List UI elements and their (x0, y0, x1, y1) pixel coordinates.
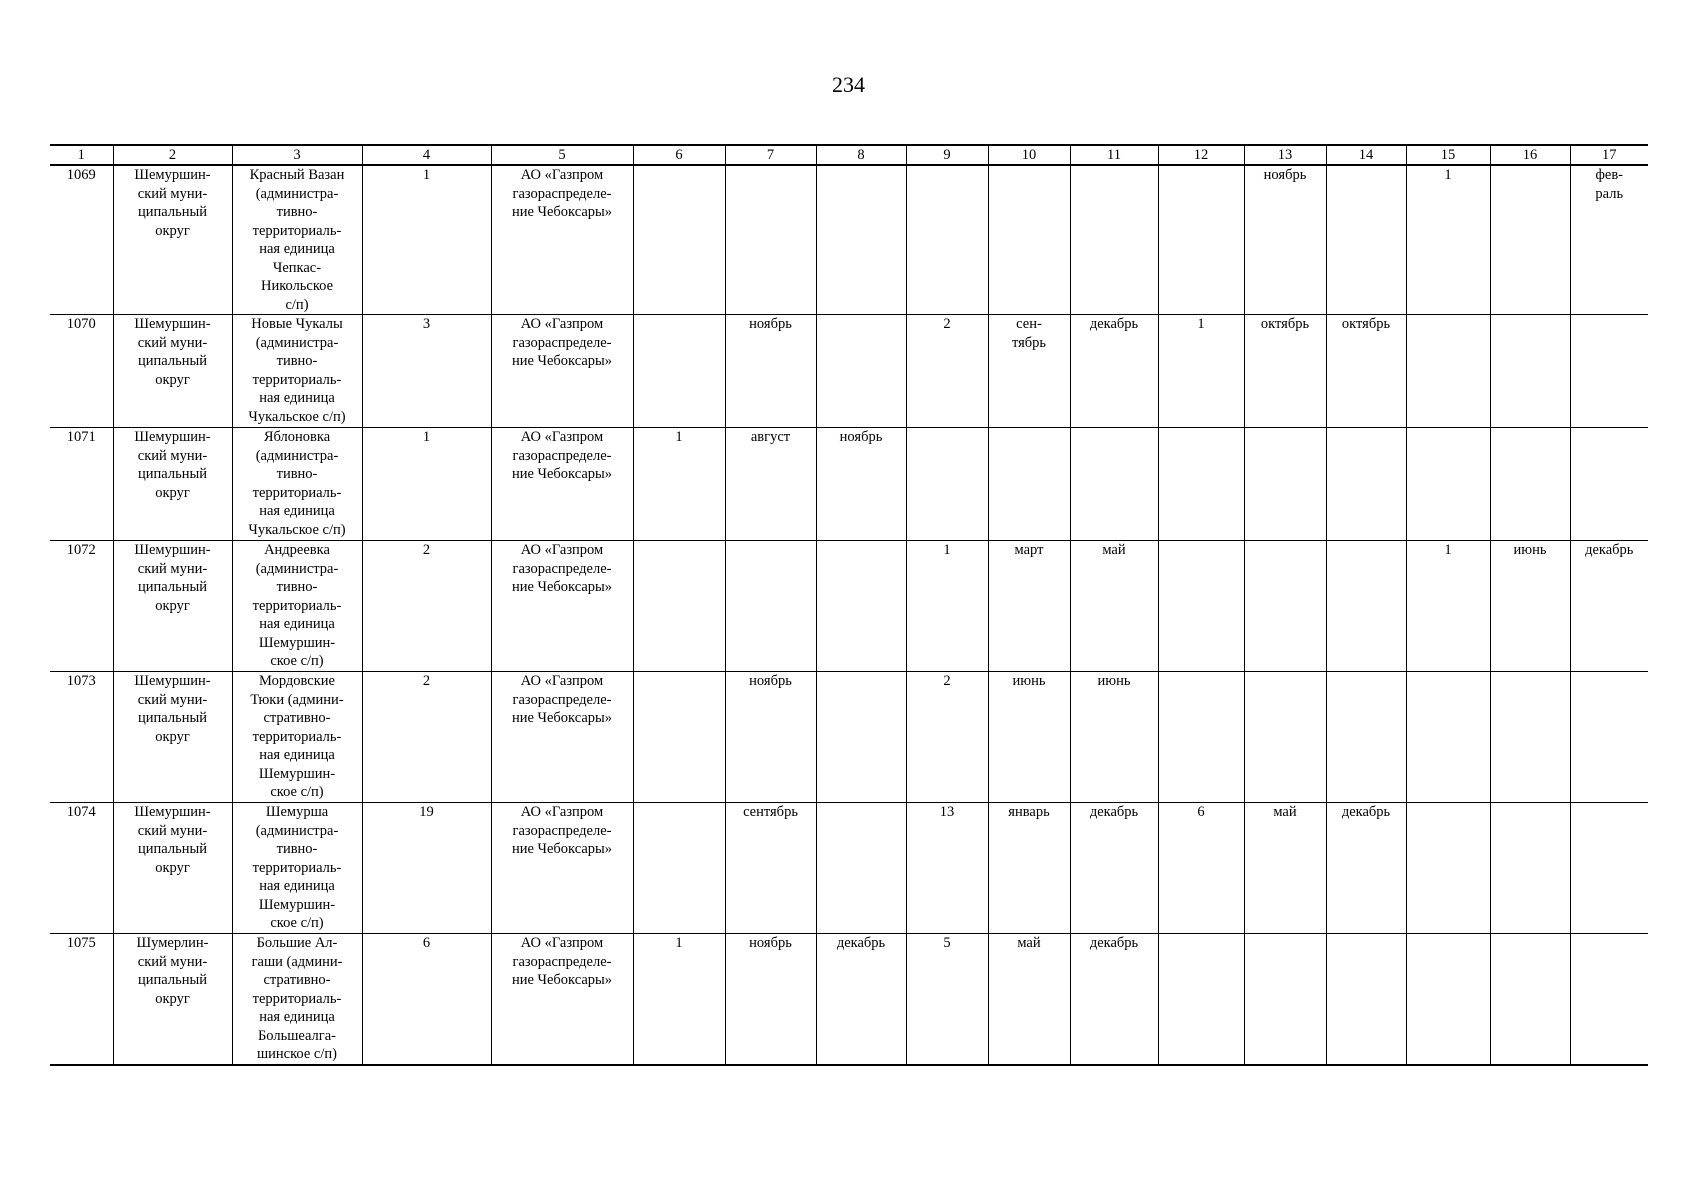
cell-col-3: Яблоновка (администра- тивно- территориаль- ная единица Чукальское с/п) (232, 428, 362, 541)
cell-col-12 (1158, 165, 1244, 315)
cell-col-7: ноябрь (725, 315, 816, 428)
cell-col-5: АО «Газпром газораспределе- ние Чебоксары» (491, 541, 633, 672)
cell-col-5: АО «Газпром газораспределе- ние Чебоксары» (491, 428, 633, 541)
cell-col-12 (1158, 934, 1244, 1065)
cell-col-3: Красный Вазан (администра- тивно- территориаль- ная единица Чепкас- Никольское с/п) (232, 165, 362, 315)
cell-col-17 (1570, 428, 1648, 541)
cell-col-4: 1 (362, 428, 491, 541)
cell-col-6 (633, 803, 725, 934)
cell-col-9: 1 (906, 541, 988, 672)
cell-col-6: 1 (633, 428, 725, 541)
cell-col-15 (1406, 672, 1490, 803)
cell-col-15 (1406, 428, 1490, 541)
cell-col-14 (1326, 672, 1406, 803)
table-row (50, 672, 1648, 803)
cell-col-6 (633, 165, 725, 315)
cell-col-9 (906, 165, 988, 315)
cell-col-4: 6 (362, 934, 491, 1065)
cell-col-6 (633, 315, 725, 428)
column-number-13: 13 (1244, 145, 1326, 165)
cell-col-13 (1244, 428, 1326, 541)
column-number-1: 1 (50, 145, 113, 165)
cell-col-16 (1490, 315, 1570, 428)
cell-col-8 (816, 541, 906, 672)
cell-col-17 (1570, 934, 1648, 1065)
cell-col-12: 1 (1158, 315, 1244, 428)
table-row (50, 315, 1648, 428)
cell-col-11 (1070, 428, 1158, 541)
cell-col-2: Шемуршин- ский муни- ципальный округ (113, 803, 232, 934)
cell-col-9 (906, 428, 988, 541)
cell-col-1: 1073 (50, 672, 113, 803)
column-number-11: 11 (1070, 145, 1158, 165)
cell-col-15: 1 (1406, 541, 1490, 672)
cell-col-4: 2 (362, 541, 491, 672)
table-row (50, 803, 1648, 934)
cell-col-3: Большие Ал- гаши (админи- стративно- территориаль- ная единица Большеалга- шинское с/п) (232, 934, 362, 1065)
cell-col-10 (988, 165, 1070, 315)
cell-col-11: декабрь (1070, 934, 1158, 1065)
cell-col-16 (1490, 672, 1570, 803)
table-row (50, 934, 1648, 1065)
cell-col-1: 1074 (50, 803, 113, 934)
cell-col-10 (988, 428, 1070, 541)
cell-col-12: 6 (1158, 803, 1244, 934)
column-number-14: 14 (1326, 145, 1406, 165)
cell-col-10: май (988, 934, 1070, 1065)
page-number: 234 (832, 72, 865, 97)
cell-col-2: Шемуршин- ский муни- ципальный округ (113, 672, 232, 803)
gasification-schedule-table (50, 144, 1648, 1066)
cell-col-9: 2 (906, 315, 988, 428)
cell-col-5: АО «Газпром газораспределе- ние Чебоксары» (491, 934, 633, 1065)
cell-col-11 (1070, 165, 1158, 315)
cell-col-15: 1 (1406, 165, 1490, 315)
cell-col-11: май (1070, 541, 1158, 672)
cell-col-7 (725, 165, 816, 315)
cell-col-11: декабрь (1070, 803, 1158, 934)
cell-col-14 (1326, 934, 1406, 1065)
cell-col-10: январь (988, 803, 1070, 934)
cell-col-5: АО «Газпром газораспределе- ние Чебоксары» (491, 165, 633, 315)
cell-col-1: 1075 (50, 934, 113, 1065)
cell-col-9: 2 (906, 672, 988, 803)
table-row (50, 428, 1648, 541)
cell-col-16 (1490, 165, 1570, 315)
cell-col-10: июнь (988, 672, 1070, 803)
cell-col-6 (633, 672, 725, 803)
cell-col-3: Новые Чукалы (администра- тивно- территориаль- ная единица Чукальское с/п) (232, 315, 362, 428)
cell-col-1: 1070 (50, 315, 113, 428)
cell-col-17 (1570, 315, 1648, 428)
cell-col-7 (725, 541, 816, 672)
cell-col-10: март (988, 541, 1070, 672)
cell-col-13 (1244, 934, 1326, 1065)
cell-col-7: август (725, 428, 816, 541)
cell-col-1: 1072 (50, 541, 113, 672)
cell-col-16 (1490, 803, 1570, 934)
cell-col-6: 1 (633, 934, 725, 1065)
cell-col-8 (816, 165, 906, 315)
cell-col-4: 2 (362, 672, 491, 803)
cell-col-14 (1326, 541, 1406, 672)
cell-col-16: июнь (1490, 541, 1570, 672)
cell-col-10: сен- тябрь (988, 315, 1070, 428)
cell-col-13 (1244, 672, 1326, 803)
cell-col-12 (1158, 541, 1244, 672)
cell-col-2: Шумерлин- ский муни- ципальный округ (113, 934, 232, 1065)
cell-col-11: июнь (1070, 672, 1158, 803)
cell-col-17 (1570, 803, 1648, 934)
cell-col-5: АО «Газпром газораспределе- ние Чебоксары» (491, 803, 633, 934)
table-row (50, 165, 1648, 315)
column-number-15: 15 (1406, 145, 1490, 165)
cell-col-7: ноябрь (725, 672, 816, 803)
cell-col-7: сентябрь (725, 803, 816, 934)
cell-col-13 (1244, 541, 1326, 672)
column-number-row (50, 145, 1648, 165)
cell-col-13: май (1244, 803, 1326, 934)
cell-col-2: Шемуршин- ский муни- ципальный округ (113, 165, 232, 315)
column-number-16: 16 (1490, 145, 1570, 165)
column-number-5: 5 (491, 145, 633, 165)
column-number-3: 3 (232, 145, 362, 165)
cell-col-8 (816, 672, 906, 803)
cell-col-3: Шемурша (администра- тивно- территориаль- ная единица Шемуршин- ское с/п) (232, 803, 362, 934)
cell-col-14: декабрь (1326, 803, 1406, 934)
cell-col-8 (816, 315, 906, 428)
column-number-9: 9 (906, 145, 988, 165)
cell-col-5: АО «Газпром газораспределе- ние Чебоксары» (491, 315, 633, 428)
cell-col-15 (1406, 803, 1490, 934)
cell-col-15 (1406, 315, 1490, 428)
cell-col-2: Шемуршин- ский муни- ципальный округ (113, 315, 232, 428)
cell-col-6 (633, 541, 725, 672)
cell-col-14: октябрь (1326, 315, 1406, 428)
cell-col-17: фев- раль (1570, 165, 1648, 315)
column-number-10: 10 (988, 145, 1070, 165)
cell-col-14 (1326, 428, 1406, 541)
cell-col-5: АО «Газпром газораспределе- ние Чебоксары» (491, 672, 633, 803)
cell-col-4: 19 (362, 803, 491, 934)
cell-col-11: декабрь (1070, 315, 1158, 428)
column-number-17: 17 (1570, 145, 1648, 165)
cell-col-4: 3 (362, 315, 491, 428)
cell-col-3: Мордовские Тюки (админи- стративно- территориаль- ная единица Шемуршин- ское с/п) (232, 672, 362, 803)
cell-col-1: 1069 (50, 165, 113, 315)
cell-col-16 (1490, 934, 1570, 1065)
cell-col-13: ноябрь (1244, 165, 1326, 315)
column-number-8: 8 (816, 145, 906, 165)
cell-col-2: Шемуршин- ский муни- ципальный округ (113, 428, 232, 541)
cell-col-8: ноябрь (816, 428, 906, 541)
cell-col-15 (1406, 934, 1490, 1065)
cell-col-7: ноябрь (725, 934, 816, 1065)
cell-col-8 (816, 803, 906, 934)
cell-col-13: октябрь (1244, 315, 1326, 428)
column-number-2: 2 (113, 145, 232, 165)
table-row (50, 541, 1648, 672)
cell-col-3: Андреевка (администра- тивно- территориаль- ная единица Шемуршин- ское с/п) (232, 541, 362, 672)
cell-col-2: Шемуршин- ский муни- ципальный округ (113, 541, 232, 672)
cell-col-8: декабрь (816, 934, 906, 1065)
column-number-12: 12 (1158, 145, 1244, 165)
cell-col-12 (1158, 428, 1244, 541)
column-number-4: 4 (362, 145, 491, 165)
cell-col-1: 1071 (50, 428, 113, 541)
column-number-6: 6 (633, 145, 725, 165)
cell-col-17: декабрь (1570, 541, 1648, 672)
cell-col-4: 1 (362, 165, 491, 315)
cell-col-17 (1570, 672, 1648, 803)
cell-col-12 (1158, 672, 1244, 803)
column-number-7: 7 (725, 145, 816, 165)
cell-col-9: 5 (906, 934, 988, 1065)
cell-col-16 (1490, 428, 1570, 541)
cell-col-9: 13 (906, 803, 988, 934)
cell-col-14 (1326, 165, 1406, 315)
